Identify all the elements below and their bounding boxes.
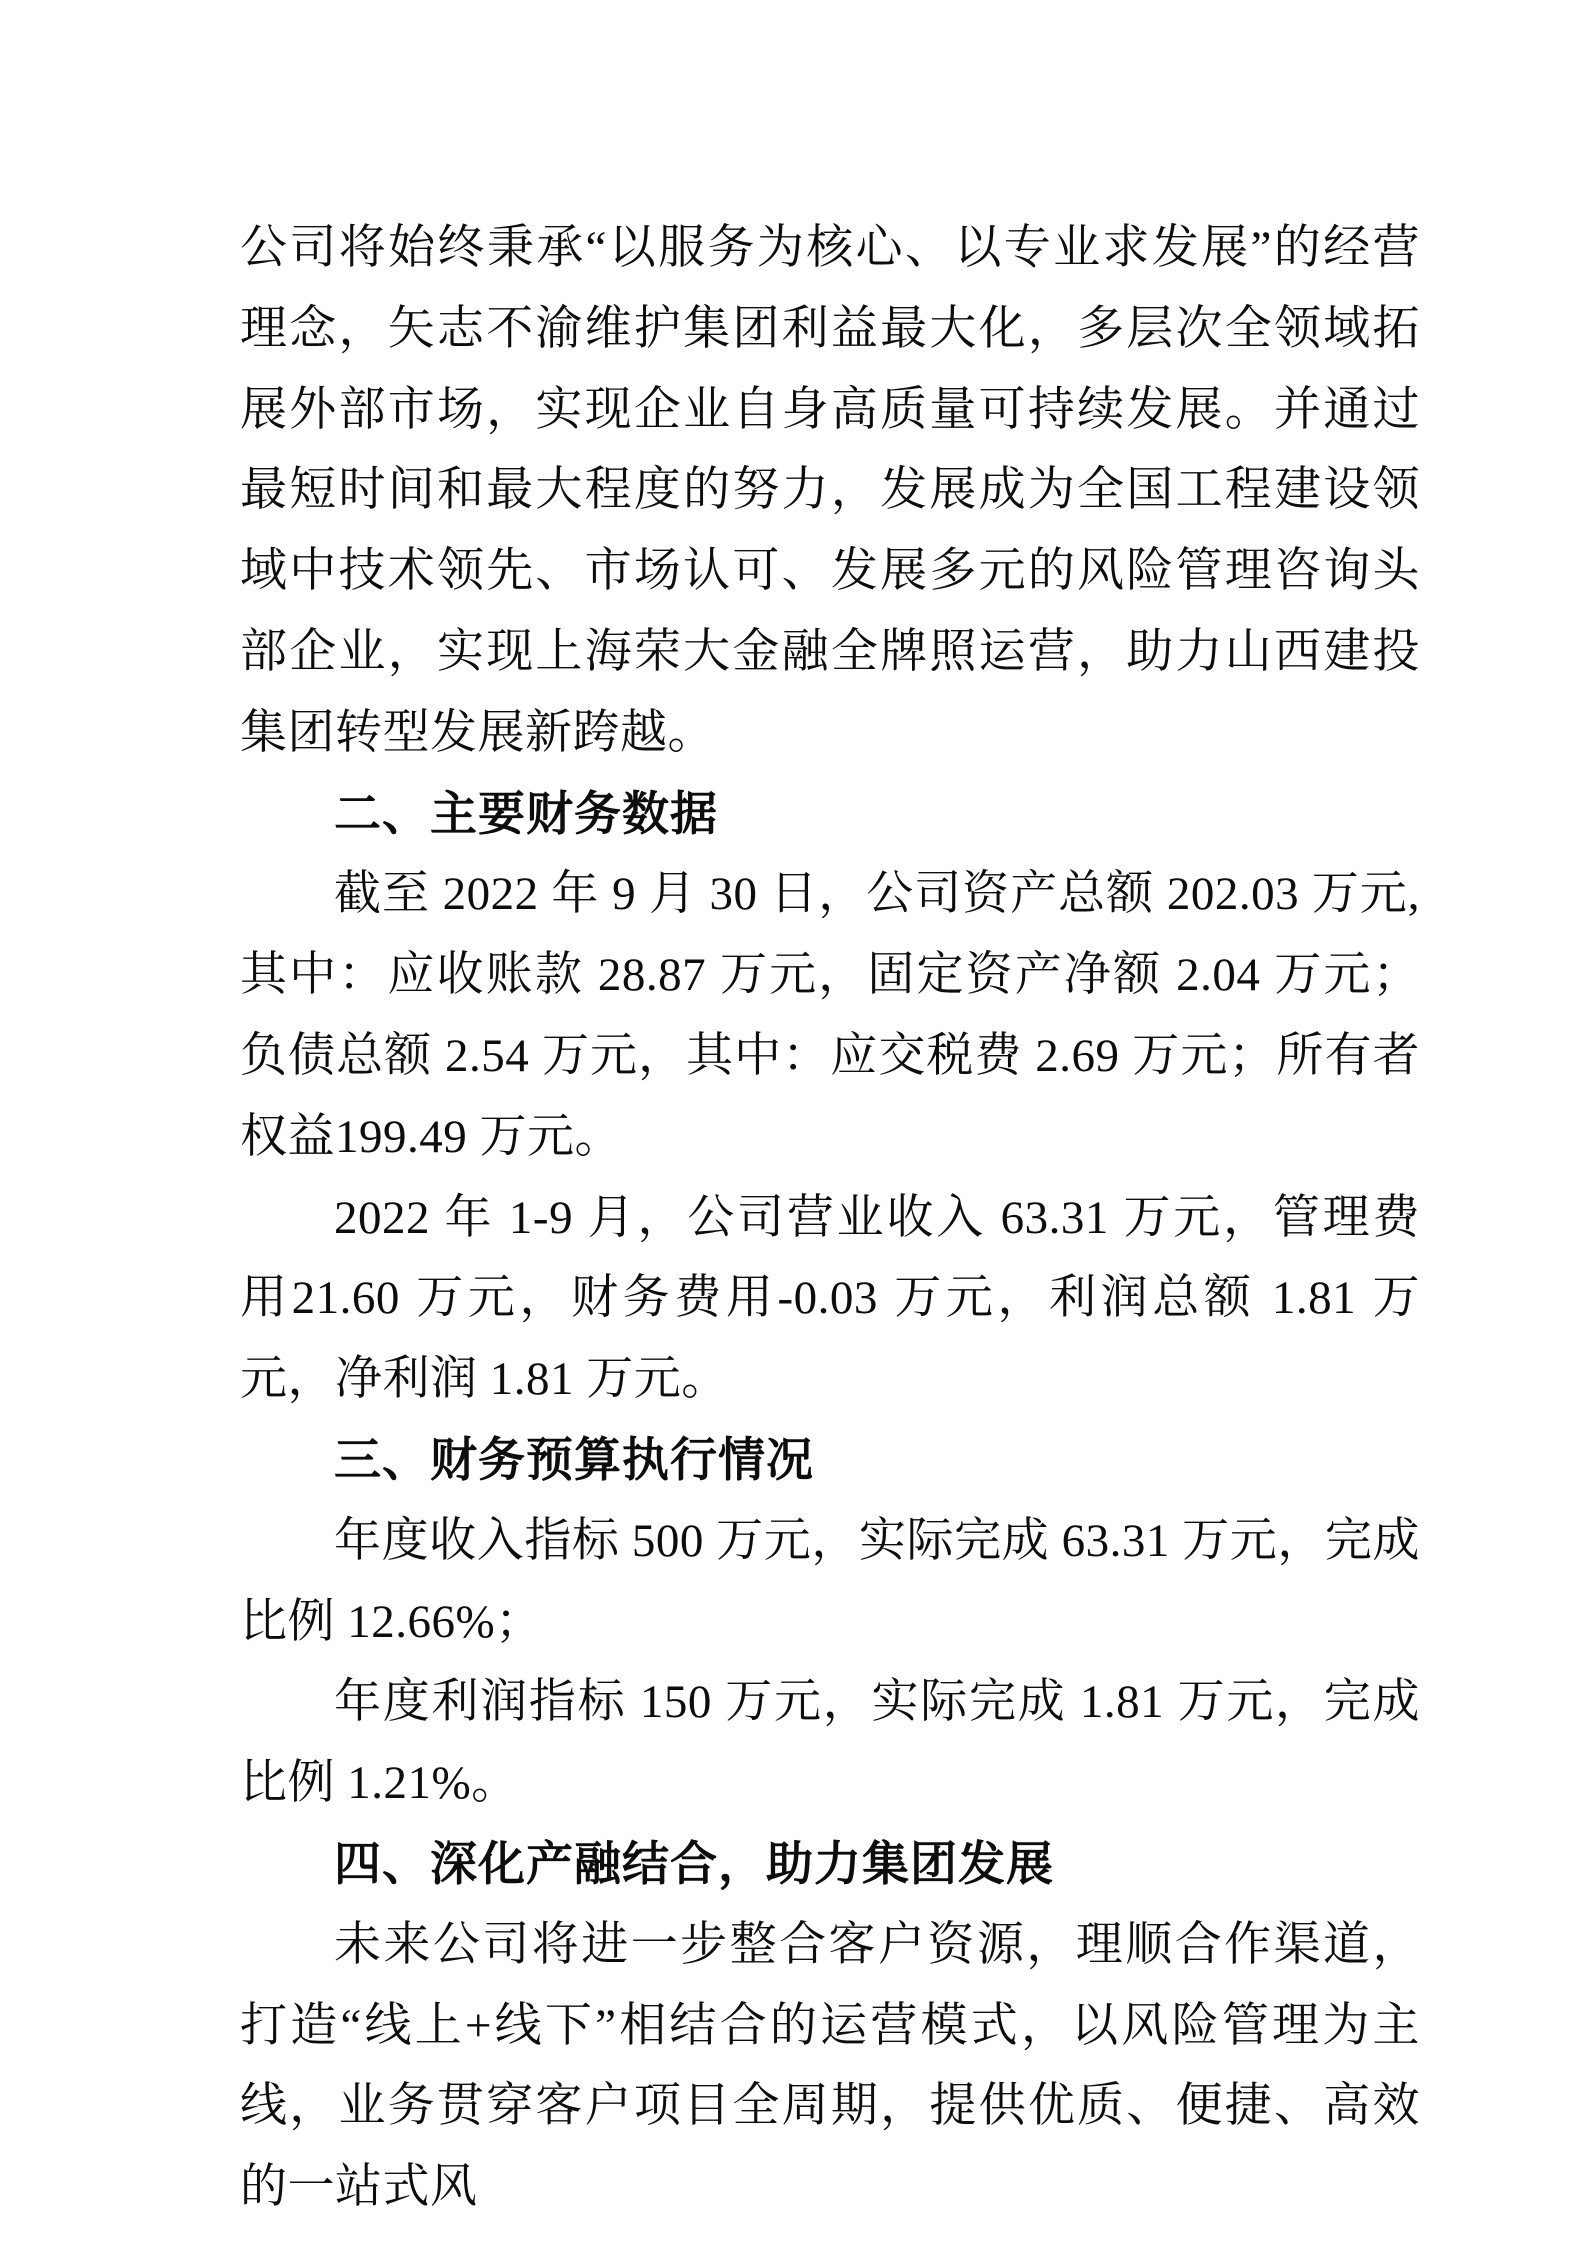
- paragraph-business-philosophy: 公司将始终秉承“以服务为核心、以专业求发展”的经营理念，矢志不渝维护集团利益最大化，多层次全领域拓展外部市场，实现企业自身高质量可持续发展。并通过最短时间和最大程度的努力，发展成为全国工程建设领域中技术领先、市场认可、发展多元的风险管理咨询头部企业，实现上海荣大金融全牌照运营，助力山西建投集团转型发展新跨越。: [240, 222, 1420, 759]
- heading-section-3-budget-execution: 三、财务预算执行情况: [334, 1432, 814, 1486]
- paragraph-future-plan: 未来公司将进一步整合客户资源，理顺合作渠道，打造“线上+线下”相结合的运营模式，以风险管理为主线，业务贯穿客户项目全周期，提供优质、便捷、高效的一站式风: [240, 1918, 1420, 2214]
- heading-section-2-main-financial-data: 二、主要财务数据: [334, 786, 718, 840]
- paragraph-income-statement-figures: 2022 年 1-9 月，公司营业收入 63.31 万元，管理费用21.60 万元，财务费用-0.03 万元，利润总额 1.81 万元，净利润 1.81 万元。: [240, 1191, 1420, 1406]
- paragraph-balance-sheet-figures: 截至 2022 年 9 月 30 日，公司资产总额 202.03 万元,其中：应收账款 28.87 万元，固定资产净额 2.04 万元；负债总额 2.54 万元，其中：应交税费 2.69 万元；所有者权益199.49 万元。: [240, 868, 1420, 1163]
- heading-section-4-industry-finance-integration: 四、深化产融结合，助力集团发展: [334, 1836, 1054, 1890]
- paragraph-profit-target-completion: 年度利润指标 150 万元，实际完成 1.81 万元，完成比例 1.21%。: [240, 1676, 1420, 1810]
- paragraph-revenue-target-completion: 年度收入指标 500 万元，实际完成 63.31 万元，完成比例 12.66%；: [240, 1514, 1420, 1648]
